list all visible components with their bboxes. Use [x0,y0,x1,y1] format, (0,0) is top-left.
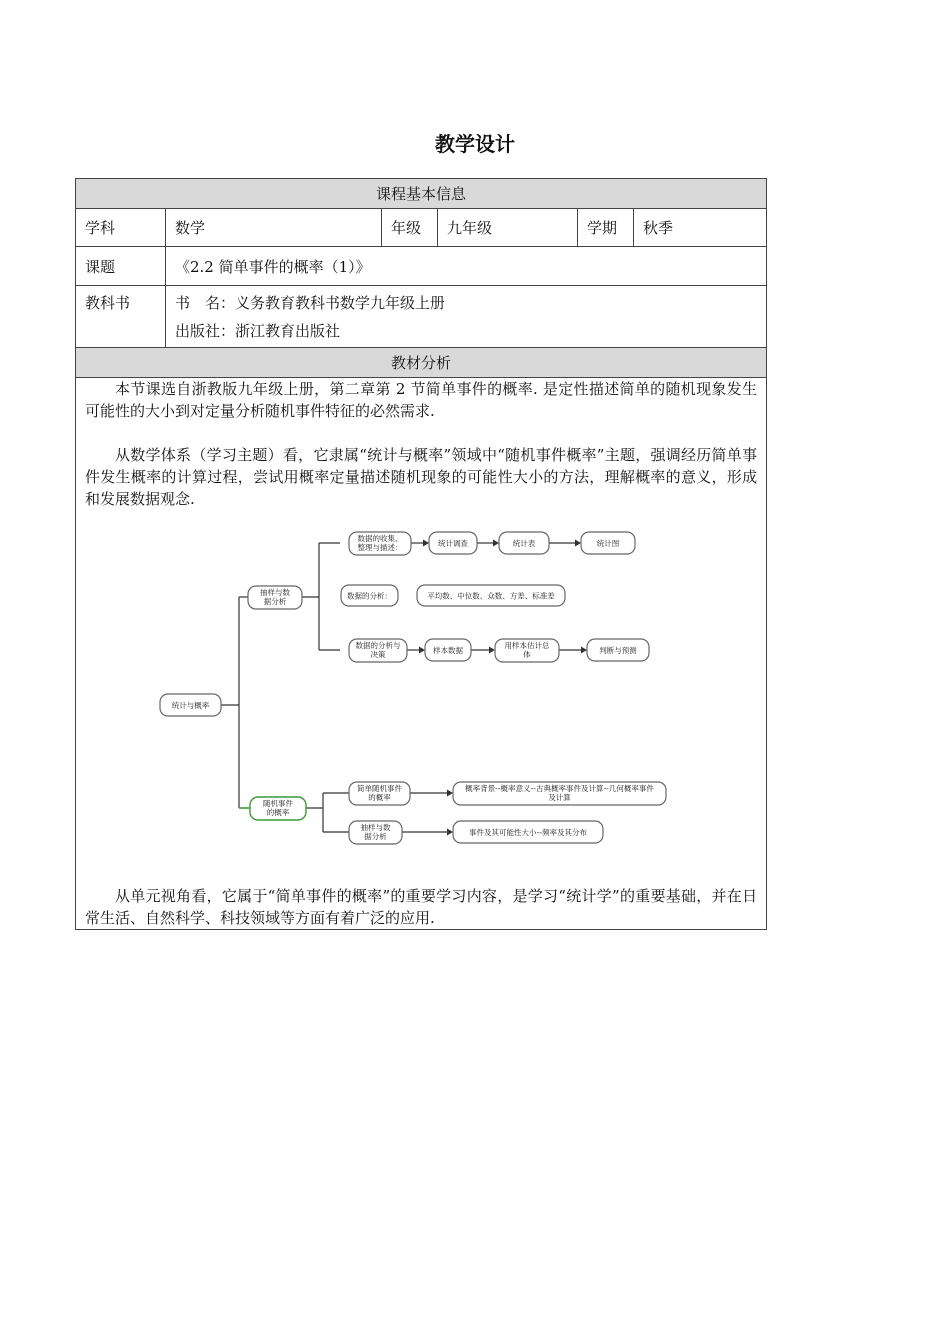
term-label: 学期 [578,209,634,247]
node-sampling [248,586,302,609]
svg-text:统计图: 统计图 [596,539,620,548]
svg-text:统计调查: 统计调查 [438,539,468,548]
svg-text:整理与描述：: 整理与描述： [357,543,403,552]
textbook-publisher: 出版社：浙江教育出版社 [175,322,341,340]
knowledge-mindmap [85,510,755,885]
node-measures [417,585,565,606]
document-title: 教学设计 [435,132,515,156]
svg-text:简单随机事件: 简单随机事件 [357,784,402,793]
node-stat-chart [581,532,635,554]
svg-text:数据的分析与: 数据的分析与 [355,641,401,650]
svg-text:统计与概率: 统计与概率 [171,701,210,710]
node-survey [429,532,477,554]
term-value: 秋季 [634,209,767,247]
svg-text:数据的分析：: 数据的分析： [347,591,392,601]
svg-text:的概率: 的概率 [266,808,290,817]
svg-text:概率背景--概率意义--古典概率事件及计算--几何概率事件: 概率背景--概率意义--古典概率事件及计算--几何概率事件 [465,784,654,793]
course-info-header: 课程基本信息 [76,179,767,209]
svg-text:抽样与数: 抽样与数 [360,823,391,832]
node-data-analysis [341,585,398,606]
arrow-head-4 [419,647,425,654]
arrow-head-3 [575,540,581,547]
svg-text:决策: 决策 [370,650,386,659]
textbook-info [166,286,767,348]
textbook-name: 书 名：义务教育教科书数学九年级上册 [175,294,446,312]
node-estimate [495,639,559,662]
svg-text:事件及其可能性大小--频率及其分布: 事件及其可能性大小--频率及其分布 [469,828,587,837]
svg-text:随机事件: 随机事件 [263,799,293,808]
analysis-header: 教材分析 [76,348,767,378]
grade-value: 九年级 [438,209,578,247]
svg-text:统计表: 统计表 [512,539,536,548]
analysis-content [76,378,767,930]
textbook-label: 教科书 [76,286,166,348]
svg-text:用样本估计总: 用样本估计总 [504,641,550,650]
subject-value: 数学 [166,209,382,247]
analysis-paragraph-1: 本节课选自浙教版九年级上册，第二章第 2 节简单事件的概率. 是定性描述简单的随机现象发生可能性的大小到对定量分析随机事件特征的必然需求. [85,380,758,420]
svg-text:据分析: 据分析 [364,832,387,841]
svg-text:数据的收集、: 数据的收集、 [357,534,403,543]
svg-text:及计算: 及计算 [548,793,571,802]
svg-text:判断与预测: 判断与预测 [599,646,637,655]
topic-value: 《2.2 简单事件的概率（1）》 [166,247,767,286]
node-collect [349,532,411,555]
arrow-head-2 [493,540,499,547]
node-event-chain [453,821,603,843]
arrow-head-5 [489,647,495,654]
analysis-paragraph-2: 从数学体系（学习主题）看，它隶属“统计与概率”领域中“随机事件概率”主题，强调经历简单事件发生概率的计算过程，尝试用概率定量描述随机现象的可能性大小的方法，理解概率的意义，形成和发展数据观念. [85,446,758,508]
node-decision [349,639,407,662]
arrow-head-6 [581,647,587,654]
node-judge [587,639,649,661]
lesson-design-table [75,178,767,930]
node-stat-table [499,532,549,554]
svg-text:抽样与数: 抽样与数 [260,588,290,597]
node-random-event [250,797,306,820]
svg-text:据分析: 据分析 [263,597,287,606]
node-prob-chain [453,782,666,805]
analysis-paragraph-3: 从单元视角看，它属于“简单事件的概率”的重要学习内容，是学习“统计学”的重要基础，并在日常生活、自然科学、科技领域等方面有着广泛的应用. [85,887,758,927]
arrow-head-1 [423,540,429,547]
svg-text:体: 体 [523,650,531,659]
node-sampling2 [349,821,402,844]
svg-text:的概率: 的概率 [368,793,391,802]
svg-text:样本数据: 样本数据 [433,646,463,655]
arrow-head-8 [447,829,453,836]
node-simple-random [349,782,410,805]
node-sample-data [425,639,471,661]
subject-label: 学科 [76,209,166,247]
grade-label: 年级 [382,209,438,247]
topic-label: 课题 [76,247,166,286]
arrow-head-7 [447,790,453,797]
node-root [160,694,221,716]
svg-text:平均数、中位数、众数、方差、标准差: 平均数、中位数、众数、方差、标准差 [427,591,555,601]
